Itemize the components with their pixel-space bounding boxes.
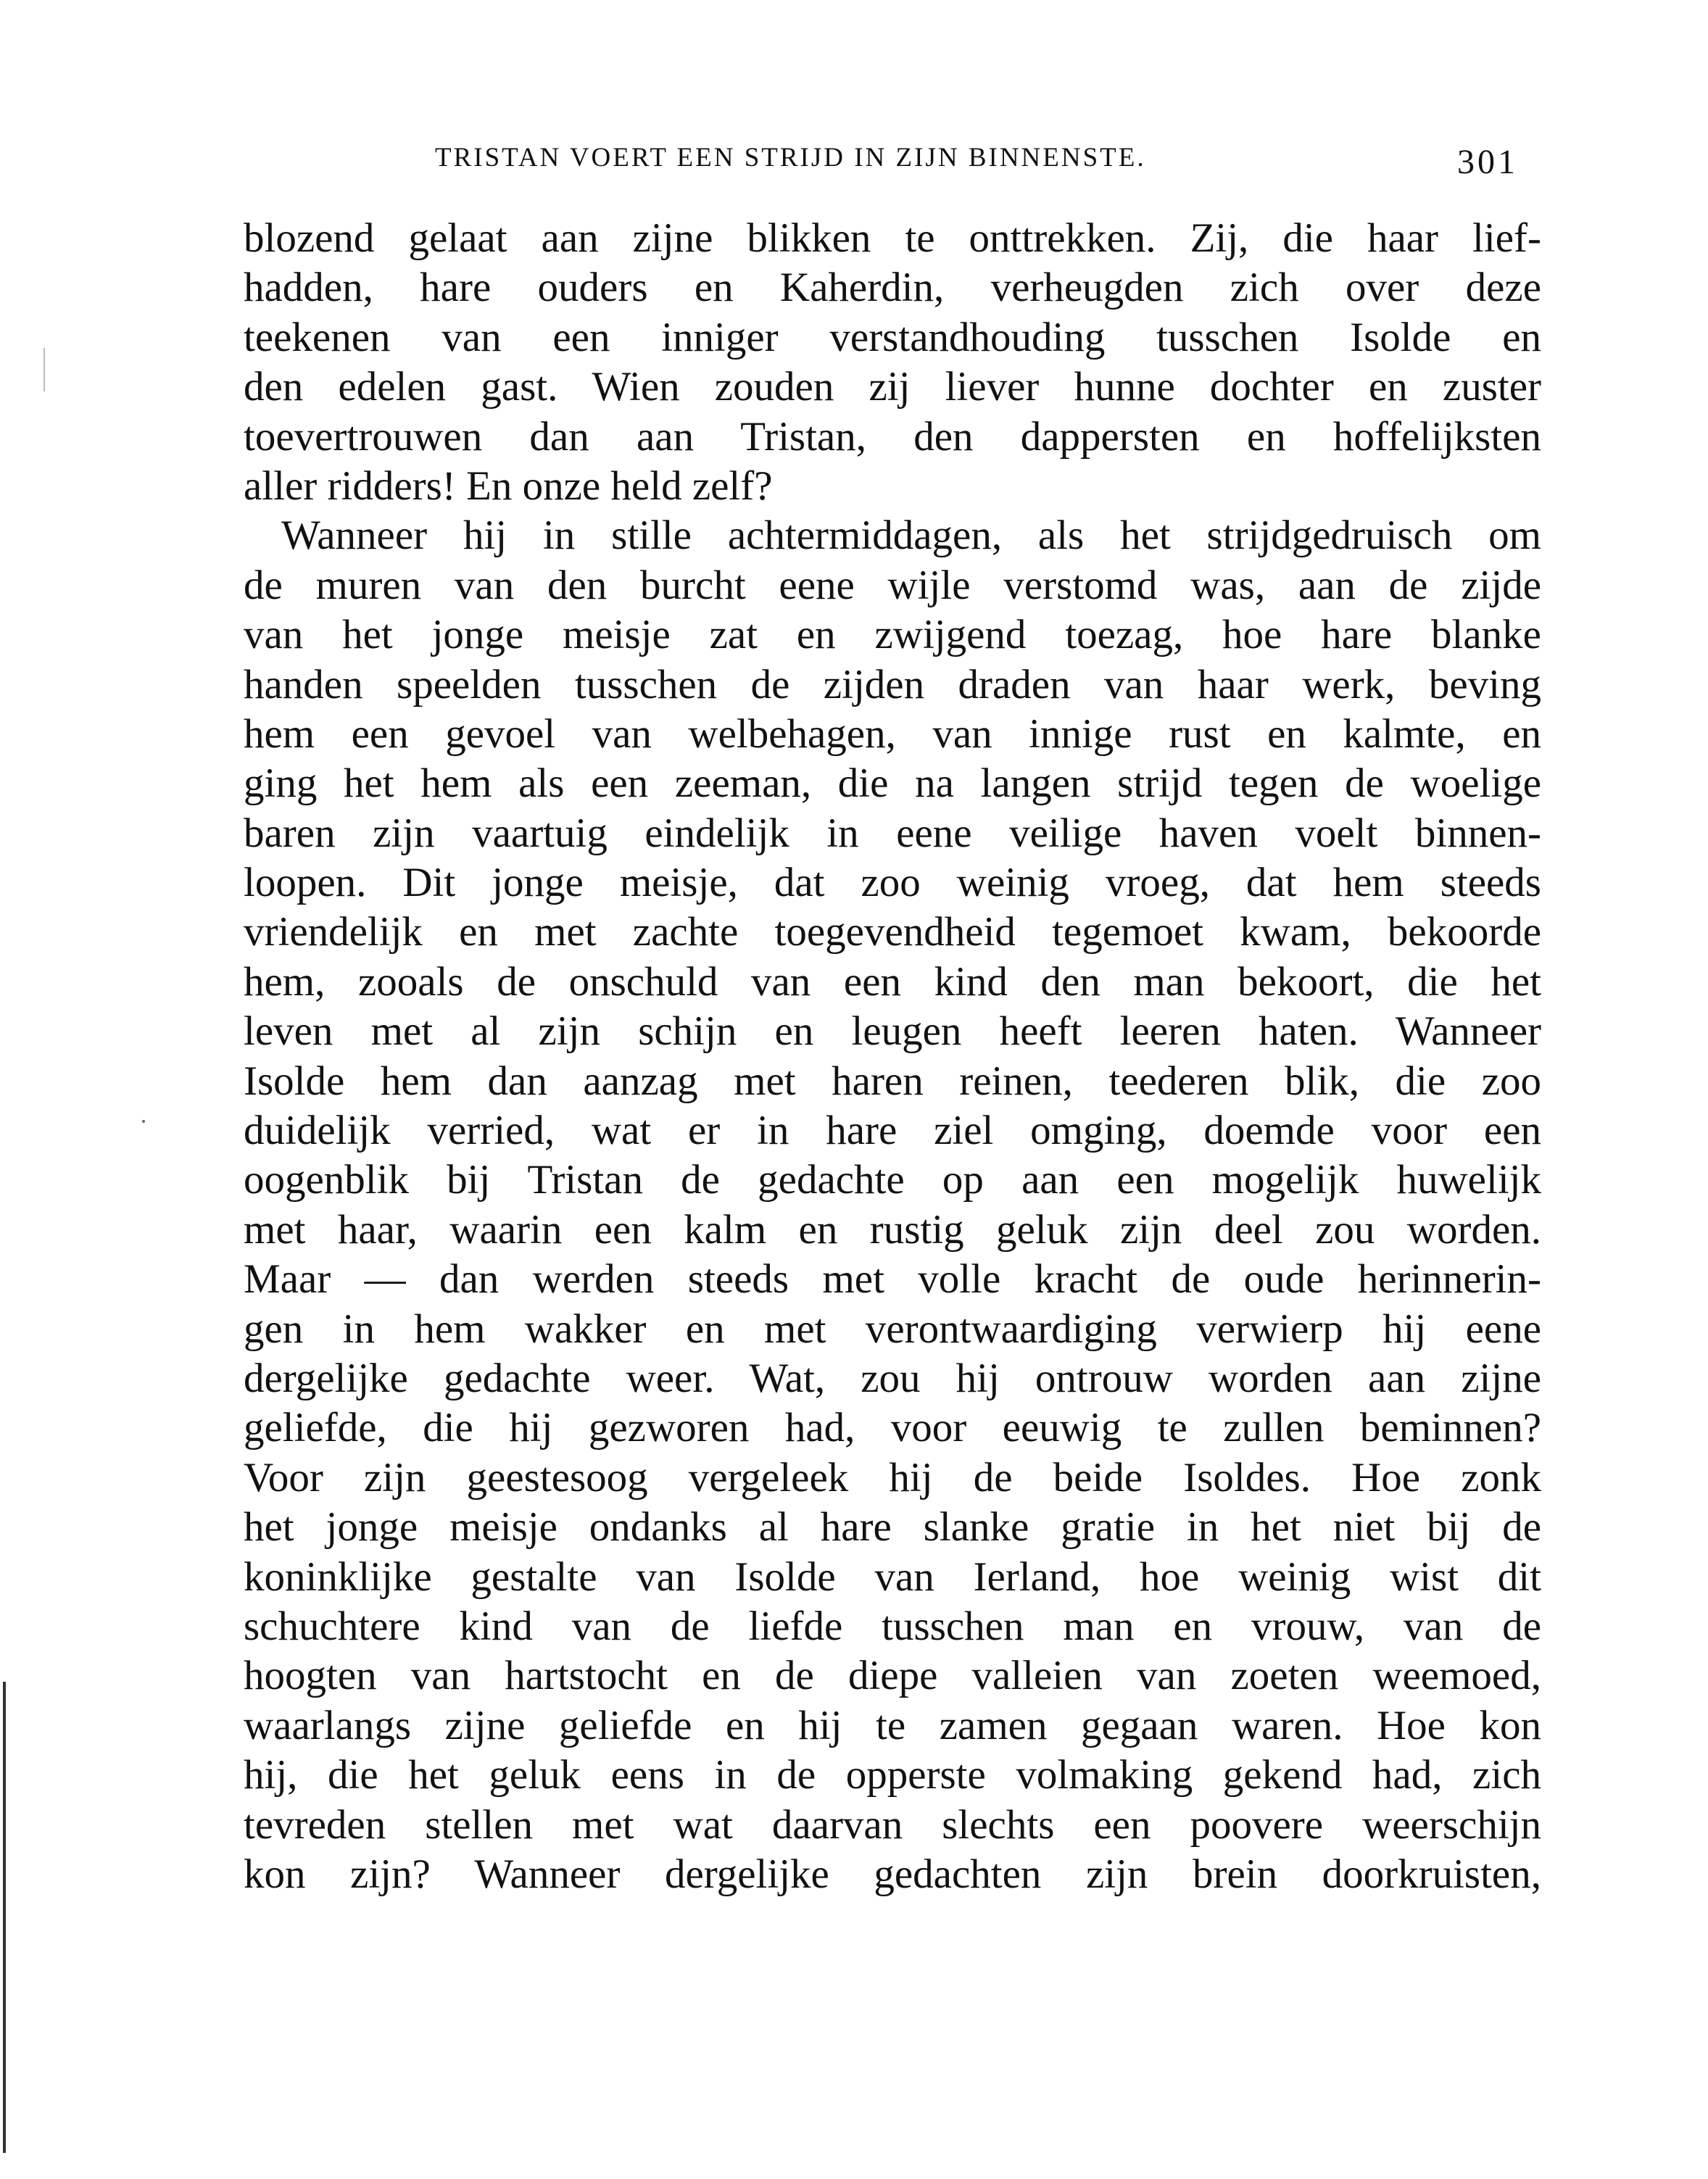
text-line: loopen. Dit jonge meisje, dat zoo weinig vroeg, dat hem steeds <box>244 860 1541 906</box>
text-line: geliefde, die hij gezworen had, voor eeuwig te zullen beminnen? <box>244 1405 1541 1451</box>
text-line: hoogten van hartstocht en de diepe valleien van zoeten weemoed, <box>244 1653 1541 1699</box>
scan-edge-artifact <box>3 1682 6 2153</box>
text-line: den edelen gast. Wien zouden zij liever hunne dochter en zuster <box>244 364 1541 410</box>
text-line: vriendelijk en met zachte toegevendheid tegemoet kwam, bekoorde <box>244 909 1541 955</box>
text-line: hij, die het geluk eens in de opperste volmaking gekend had, zich <box>244 1752 1541 1798</box>
text-line: duidelijk verried, wat er in hare ziel omging, doemde voor een <box>244 1108 1541 1154</box>
text-line: Wanneer hij in stille achtermiddagen, als het strijdgedruisch om <box>281 512 1541 559</box>
text-line: Voor zijn geestesoog vergeleek hij de beide Isoldes. Hoe zonk <box>244 1454 1541 1501</box>
text-line: van het jonge meisje zat en zwijgend toezag, hoe hare blanke <box>244 612 1541 658</box>
text-line: oogenblik bij Tristan de gedachte op aan een mogelijk huwelijk <box>244 1157 1541 1203</box>
text-line: tevreden stellen met wat daarvan slechts een poovere weerschijn <box>244 1801 1541 1848</box>
text-line: gen in hem wakker en met verontwaardiging verwierp hij eene <box>244 1306 1541 1352</box>
text-line: ging het hem als een zeeman, die na langen strijd tegen de woelige <box>244 760 1541 807</box>
text-line: handen speelden tusschen de zijden draden van haar werk, beving <box>244 661 1541 707</box>
scan-mark-artifact <box>43 348 45 391</box>
text-line: de muren van den burcht eene wijle verstomd was, aan de zijde <box>244 562 1541 608</box>
text-line: leven met al zijn schijn en leugen heeft leeren haten. Wanneer <box>244 1008 1541 1055</box>
text-line: baren zijn vaartuig eindelijk in eene veilige haven voelt binnen- <box>244 810 1541 856</box>
text-line: kon zijn? Wanneer dergelijke gedachten zijn brein doorkruisten, <box>244 1851 1541 1897</box>
running-title: TRISTAN VOERT EEN STRIJD IN ZIJN BINNENSTE. <box>435 143 1146 173</box>
text-line: dergelijke gedachte weer. Wat, zou hij ontrouw worden aan zijne <box>244 1355 1541 1401</box>
text-line: waarlangs zijne geliefde en hij te zamen gegaan waren. Hoe kon <box>244 1702 1541 1748</box>
text-line: Isolde hem dan aanzag met haren reinen, teederen blik, die zoo <box>244 1058 1541 1104</box>
text-line: het jonge meisje ondanks al hare slanke gratie in het niet bij de <box>244 1504 1541 1551</box>
text-line: blozend gelaat aan zijne blikken te onttrekken. Zij, die haar lief- <box>244 215 1541 261</box>
text-line: aller ridders! En onze held zelf? <box>244 462 773 509</box>
text-line: hadden, hare ouders en Kaherdin, verheugden zich over deze <box>244 265 1541 311</box>
text-line: hem, zooals de onschuld van een kind den man bekoort, die het <box>244 958 1541 1005</box>
text-line: met haar, waarin een kalm en rustig geluk zijn deel zou worden. <box>244 1206 1541 1253</box>
text-line: schuchtere kind van de liefde tusschen man en vrouw, van de <box>244 1603 1541 1649</box>
page-number: 301 <box>1457 143 1518 181</box>
text-line: koninklijke gestalte van Isolde van Ierland, hoe weinig wist dit <box>244 1553 1541 1600</box>
page-body <box>244 214 1541 1899</box>
text-line: hem een gevoel van welbehagen, van innige rust en kalmte, en <box>244 710 1541 757</box>
text-line: toevertrouwen dan aan Tristan, den dappersten en hoffelijksten <box>244 413 1541 460</box>
scan-speck <box>142 1120 145 1123</box>
text-line: teekenen van een inniger verstandhouding tusschen Isolde en <box>244 314 1541 360</box>
text-line: Maar — dan werden steeds met volle kracht de oude herinnerin- <box>244 1256 1541 1303</box>
